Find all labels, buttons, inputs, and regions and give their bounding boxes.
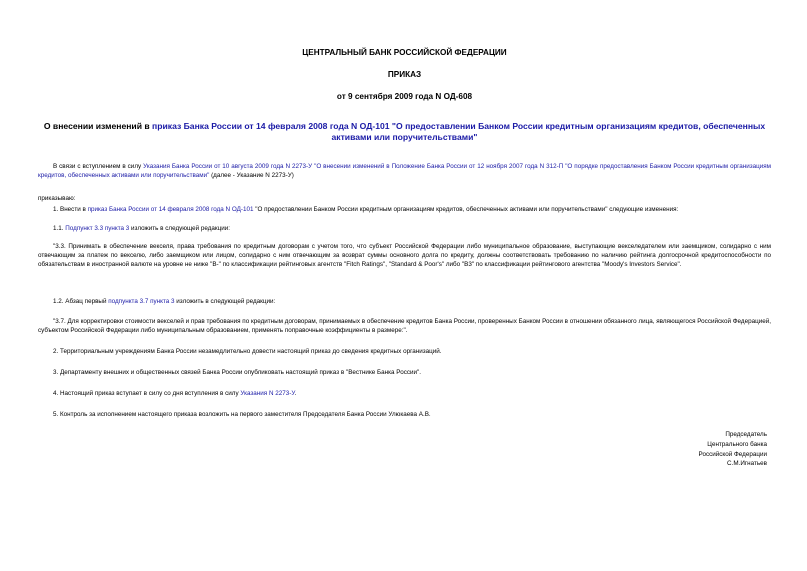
paragraph-2: 2. Территориальным учреждениям Банка России незамедлительно довести настоящий приказ до сведения кредитных организаций. [53, 348, 442, 355]
document-title [38, 121, 771, 143]
title-order-link[interactable]: приказ Банка России от 14 февраля 2008 года N ОД-101 "О предоставлении Банком России кредитным организациям кредитов, обеспеченных активами или поручительствами" [152, 121, 766, 143]
signature-block [699, 430, 767, 469]
paragraph-1 [38, 205, 771, 214]
signature-org: Центрального банка [707, 440, 767, 448]
p4-prefix: 4. Настоящий приказ вступает в силу со дня вступления в силу [53, 390, 241, 397]
p1-prefix: 1. Внести в [53, 206, 88, 213]
paragraph-4 [38, 389, 771, 398]
p1-1-prefix: 1.1. [53, 225, 66, 232]
intro-directive-link[interactable]: Указания Банка России от 10 августа 2009 года N 2273-У "О внесении изменений в Положение Банка России от 12 ноября 2007 года N 312-П "О порядке предоставления Банком России кредитным организациям кредитов, обеспеченных активами или поручительствами" [38, 163, 771, 180]
p1-1-subclause-link[interactable]: Подпункт 3.3 пункта 3 [65, 225, 130, 232]
signature-country: Российской Федерации [698, 450, 767, 458]
paragraph-1-2 [38, 297, 771, 306]
title-prefix: О внесении изменений в [43, 121, 153, 131]
paragraph-3: 3. Департаменту внешних и общественных связей Банка России опубликовать настоящий приказ в "Вестнике Банка России". [53, 369, 422, 376]
quote-3-3: "3.3. Принимать в обеспечение векселя, права требования по кредитным договорам с учетом того, что субъект Российской Федерации либо муниципальное образование, выступающие векселедателем или заемщиком, солидарно с ним отвечающим за платеж по векселю, либо заемщиком или лицом, солидарно с ним отвечающим за возврат суммы основного долга по кредиту, должны соответствовать требованию по наличию рейтинга долгосрочной кредитоспособности по обязательствам в иностранной валюте на уровне не ниже "B-" по классификации рейтинговых агентств "Fitch Ratings", "Standard & Poor's" либо "B3" по классификации рейтингового агентства "Moody's Investors Service". [38, 243, 771, 269]
p1-2-subclause-link[interactable]: подпункта 3.7 пункта 3 [108, 298, 175, 305]
p1-order-link[interactable]: приказ Банка России от 14 февраля 2008 года N ОД-101 [87, 206, 254, 213]
paragraph-5: 5. Контроль за исполнением настоящего приказа возложить на первого заместителя Председателя Банка России Улюкаева А.В. [53, 411, 431, 418]
intro-suffix: (далее - Указание N 2273-У) [209, 172, 294, 180]
org-heading: ЦЕНТРАЛЬНЫЙ БАНК РОССИЙСКОЙ ФЕДЕРАЦИИ [302, 48, 507, 57]
order-word: приказываю: [38, 195, 76, 202]
quote-3-7: "3.7. Для корректировки стоимости векселей и прав требования по кредитным договорам, принимаемых в обеспечение кредитов Банка России, проверенных Банком России в отношении обязанного лица, являющегося Российской Федерацией, субъектом Российской Федерации либо муниципальным образованием, применять поправочные коэффициенты в размере:". [38, 318, 771, 335]
signature-name: С.М.Игнатьев [727, 460, 767, 468]
p1-1-suffix: изложить в следующей редакции: [129, 225, 231, 232]
doc-type-heading: ПРИКАЗ [387, 70, 422, 79]
paragraph-1-1 [38, 224, 771, 233]
p1-2-suffix: изложить в следующей редакции: [174, 298, 276, 305]
date-number-heading: от 9 сентября 2009 года N ОД-608 [336, 92, 473, 101]
p1-suffix: "О предоставлении Банком России кредитным организациям кредитов, обеспеченных активами или поручительствами" следующие изменения: [253, 206, 679, 213]
intro-prefix: В связи с вступлением в силу [53, 163, 144, 170]
p4-directive-link[interactable]: Указания N 2273-У [240, 390, 295, 397]
p1-2-prefix: 1.2. Абзац первый [53, 298, 109, 305]
signature-title: Председатель [725, 431, 767, 438]
p4-suffix: . [294, 390, 297, 397]
intro-paragraph [38, 162, 771, 180]
